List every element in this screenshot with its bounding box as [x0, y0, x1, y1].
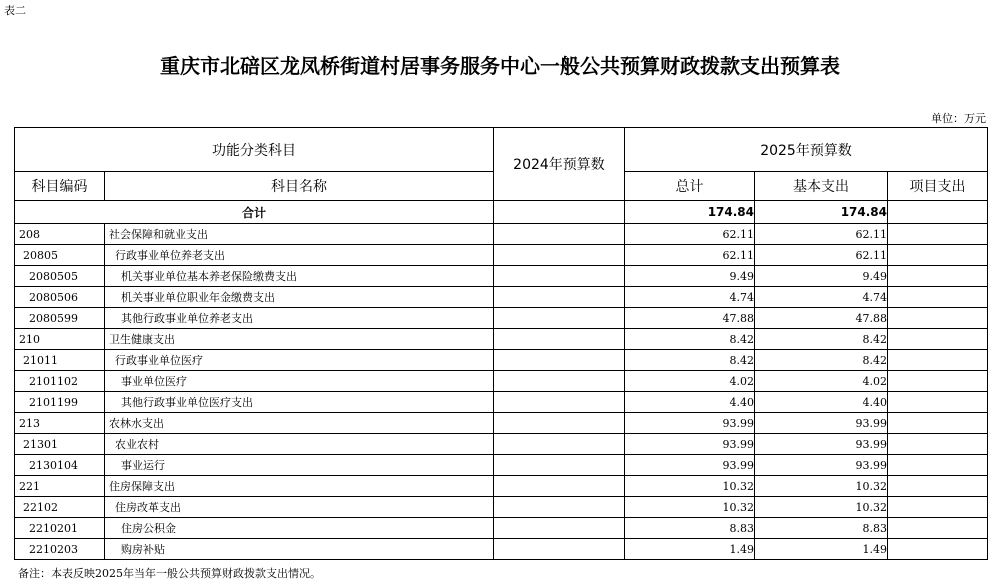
table-row — [15, 245, 988, 266]
row-name: 事业运行 — [105, 455, 494, 476]
row-project — [888, 455, 988, 476]
row-total: 8.42 — [625, 329, 755, 350]
row-code: 20805 — [15, 245, 105, 266]
row-project — [888, 287, 988, 308]
header-budget-2024: 2024年预算数 — [494, 128, 625, 201]
row-code: 2130104 — [15, 455, 105, 476]
row-name: 其他行政事业单位医疗支出 — [105, 392, 494, 413]
row-total: 1.49 — [625, 539, 755, 560]
row-code: 2101102 — [15, 371, 105, 392]
row-basic: 4.02 — [755, 371, 888, 392]
row-budget-2024 — [494, 308, 625, 329]
row-total: 4.02 — [625, 371, 755, 392]
row-basic: 10.32 — [755, 497, 888, 518]
row-code: 21301 — [15, 434, 105, 455]
row-budget-2024 — [494, 245, 625, 266]
row-code: 221 — [15, 476, 105, 497]
table-row — [15, 434, 988, 455]
row-project — [888, 266, 988, 287]
row-budget-2024 — [494, 434, 625, 455]
row-code: 2101199 — [15, 392, 105, 413]
row-total: 93.99 — [625, 413, 755, 434]
table-row — [15, 518, 988, 539]
table-row — [15, 455, 988, 476]
table-row — [15, 329, 988, 350]
row-name: 住房改革支出 — [105, 497, 494, 518]
row-budget-2024 — [494, 539, 625, 560]
row-project — [888, 245, 988, 266]
total-budget-2024 — [494, 201, 625, 224]
row-name: 事业单位医疗 — [105, 371, 494, 392]
table-row — [15, 371, 988, 392]
row-budget-2024 — [494, 350, 625, 371]
row-code: 21011 — [15, 350, 105, 371]
row-basic: 8.42 — [755, 329, 888, 350]
row-total: 62.11 — [625, 224, 755, 245]
row-basic: 93.99 — [755, 434, 888, 455]
footnote: 备注：本表反映2025年当年一般公共预算财政拨款支出情况。 — [18, 567, 321, 580]
row-basic: 4.40 — [755, 392, 888, 413]
row-basic: 62.11 — [755, 245, 888, 266]
budget-table — [14, 127, 988, 560]
row-basic: 8.83 — [755, 518, 888, 539]
row-budget-2024 — [494, 518, 625, 539]
row-budget-2024 — [494, 371, 625, 392]
page-title: 重庆市北碚区龙凤桥街道村居事务服务中心一般公共预算财政拨款支出预算表 — [160, 54, 840, 78]
row-basic: 1.49 — [755, 539, 888, 560]
row-total: 62.11 — [625, 245, 755, 266]
row-name: 农林水支出 — [105, 413, 494, 434]
row-name: 住房保障支出 — [105, 476, 494, 497]
row-project — [888, 308, 988, 329]
row-budget-2024 — [494, 266, 625, 287]
row-total: 4.74 — [625, 287, 755, 308]
table-row — [15, 224, 988, 245]
header-basic: 基本支出 — [755, 172, 888, 201]
row-project — [888, 434, 988, 455]
row-code: 2080506 — [15, 287, 105, 308]
row-name: 行政事业单位养老支出 — [105, 245, 494, 266]
row-name: 机关事业单位职业年金缴费支出 — [105, 287, 494, 308]
unit-label: 单位：万元 — [931, 112, 986, 125]
row-budget-2024 — [494, 287, 625, 308]
row-code: 2210201 — [15, 518, 105, 539]
row-code: 2080505 — [15, 266, 105, 287]
row-name: 农业农村 — [105, 434, 494, 455]
row-budget-2024 — [494, 224, 625, 245]
row-project — [888, 371, 988, 392]
row-total: 8.83 — [625, 518, 755, 539]
row-basic: 47.88 — [755, 308, 888, 329]
row-name: 社会保障和就业支出 — [105, 224, 494, 245]
row-code: 208 — [15, 224, 105, 245]
row-budget-2024 — [494, 392, 625, 413]
row-name: 住房公积金 — [105, 518, 494, 539]
row-code: 2210203 — [15, 539, 105, 560]
total-basic: 174.84 — [755, 201, 888, 224]
row-name: 行政事业单位医疗 — [105, 350, 494, 371]
table-row — [15, 350, 988, 371]
row-code: 213 — [15, 413, 105, 434]
table-row — [15, 287, 988, 308]
row-budget-2024 — [494, 497, 625, 518]
row-basic: 9.49 — [755, 266, 888, 287]
header-row-1 — [15, 128, 988, 172]
total-project — [888, 201, 988, 224]
table-row — [15, 497, 988, 518]
row-project — [888, 413, 988, 434]
table-row — [15, 476, 988, 497]
row-total: 93.99 — [625, 434, 755, 455]
header-code: 科目编码 — [15, 172, 105, 201]
header-budget-2025: 2025年预算数 — [625, 128, 988, 172]
total-total: 174.84 — [625, 201, 755, 224]
header-name: 科目名称 — [105, 172, 494, 201]
table-row — [15, 266, 988, 287]
row-budget-2024 — [494, 476, 625, 497]
row-project — [888, 539, 988, 560]
row-code: 2080599 — [15, 308, 105, 329]
table-row — [15, 392, 988, 413]
table-number: 表二 — [4, 4, 26, 17]
row-project — [888, 392, 988, 413]
row-project — [888, 350, 988, 371]
row-total: 10.32 — [625, 497, 755, 518]
row-code: 22102 — [15, 497, 105, 518]
row-total: 9.49 — [625, 266, 755, 287]
row-code: 210 — [15, 329, 105, 350]
table-row — [15, 413, 988, 434]
row-budget-2024 — [494, 413, 625, 434]
table-row — [15, 539, 988, 560]
row-project — [888, 329, 988, 350]
row-total: 93.99 — [625, 455, 755, 476]
row-basic: 8.42 — [755, 350, 888, 371]
header-func-class: 功能分类科目 — [15, 128, 494, 172]
row-basic: 10.32 — [755, 476, 888, 497]
total-row — [15, 201, 988, 224]
row-project — [888, 476, 988, 497]
row-basic: 62.11 — [755, 224, 888, 245]
row-basic: 93.99 — [755, 455, 888, 476]
row-total: 8.42 — [625, 350, 755, 371]
header-project: 项目支出 — [888, 172, 988, 201]
row-project — [888, 497, 988, 518]
row-name: 机关事业单位基本养老保险缴费支出 — [105, 266, 494, 287]
table-row — [15, 308, 988, 329]
header-total: 总计 — [625, 172, 755, 201]
row-total: 47.88 — [625, 308, 755, 329]
row-budget-2024 — [494, 329, 625, 350]
row-name: 其他行政事业单位养老支出 — [105, 308, 494, 329]
row-budget-2024 — [494, 455, 625, 476]
row-total: 10.32 — [625, 476, 755, 497]
row-basic: 4.74 — [755, 287, 888, 308]
row-project — [888, 518, 988, 539]
total-label: 合计 — [15, 201, 494, 224]
row-name: 购房补贴 — [105, 539, 494, 560]
row-project — [888, 224, 988, 245]
row-total: 4.40 — [625, 392, 755, 413]
row-name: 卫生健康支出 — [105, 329, 494, 350]
row-basic: 93.99 — [755, 413, 888, 434]
